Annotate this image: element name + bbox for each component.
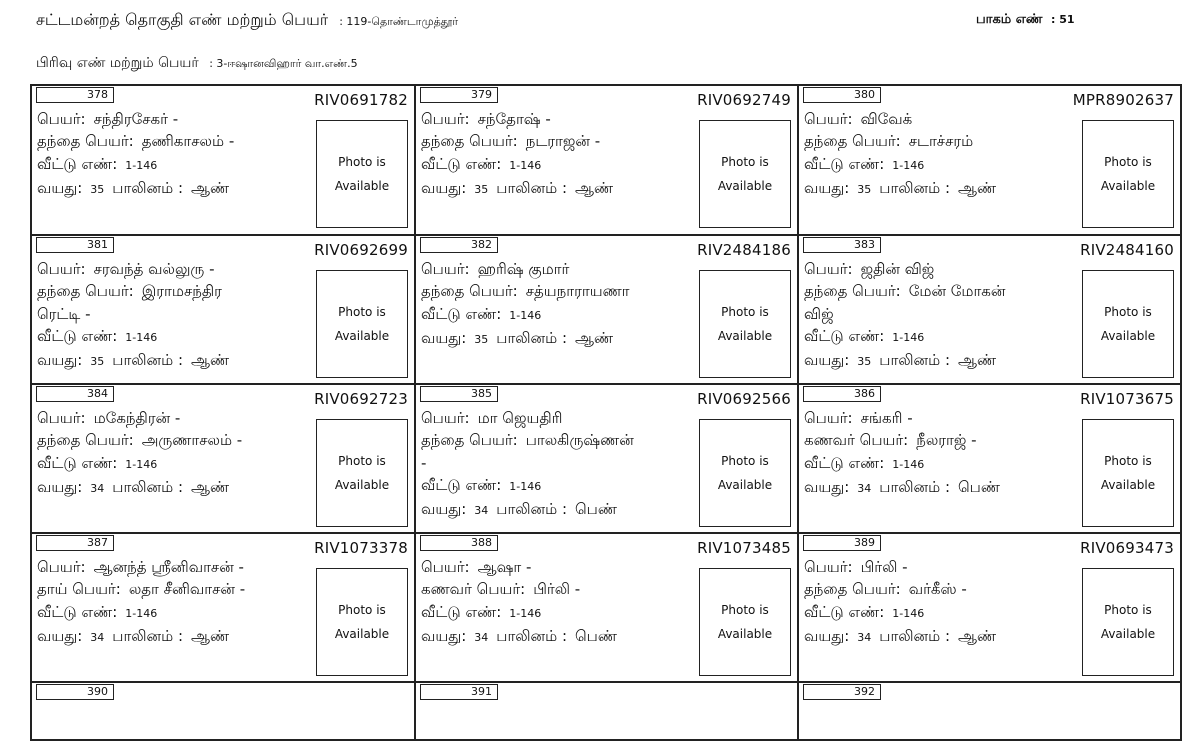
relation-label: தந்தை பெயர்:: [804, 282, 901, 301]
serial-number: 388: [420, 535, 498, 551]
gender-label: பாலினம் :: [879, 178, 950, 197]
house-label: வீட்டு எண்:: [421, 602, 502, 621]
gender-label: பாலினம் :: [112, 626, 183, 645]
photo-text-line2: Available: [334, 329, 390, 343]
voter-card: [414, 383, 799, 534]
name-label: பெயர்:: [37, 110, 86, 128]
house-label: வீட்டு எண்:: [421, 154, 502, 173]
age-value: 34: [857, 630, 872, 644]
detail-line: [421, 452, 691, 474]
gender-value: ஆண்: [191, 351, 230, 370]
voter-card: [797, 84, 1182, 236]
house-label: வீட்டு எண்:: [37, 326, 118, 345]
detail-line: [804, 578, 1074, 600]
serial-number: 383: [803, 237, 881, 253]
section-value: : 3-ஈஷானவிஹார் வா.எண்.5: [209, 57, 358, 70]
relation-label: தந்தை பெயர்:: [804, 132, 901, 151]
relation-label: கணவர் பெயர்:: [421, 580, 526, 599]
house-label: வீட்டு எண்:: [804, 602, 885, 621]
house-number: 1-146: [125, 158, 158, 172]
age-label: வயது:: [804, 477, 850, 496]
detail-line: [37, 601, 307, 625]
gender-value: ஆண்: [958, 351, 997, 370]
epic-number: RIV0692723: [314, 390, 408, 408]
gender-label: பாலினம் :: [496, 328, 567, 347]
age-value: 34: [90, 481, 105, 495]
house-label: வீட்டு எண்:: [37, 453, 118, 472]
detail-line: [421, 578, 691, 600]
photo-text-line1: Photo is: [721, 155, 769, 169]
name-label: பெயர்:: [421, 409, 470, 427]
detail-line: [37, 429, 307, 451]
photo-text-line1: Photo is: [338, 155, 386, 169]
detail-line: [421, 429, 691, 451]
relation-name: மேன் மோகன்: [908, 282, 1006, 301]
photo-text-line2: Available: [334, 627, 390, 641]
house-label: வீட்டு எண்:: [804, 453, 885, 472]
age-value: 34: [857, 481, 872, 495]
serial-number: 390: [36, 684, 114, 700]
gender-value: ஆண்: [958, 626, 997, 645]
voter-name: ஜதின் விஜ்: [860, 260, 935, 278]
photo-placeholder: [316, 120, 408, 228]
name-label: பெயர்:: [421, 260, 470, 278]
voter-card: [797, 234, 1182, 385]
relation-label: தாய் பெயர்:: [37, 580, 121, 599]
detail-line: [421, 556, 691, 578]
relation-name: அருணாசலம் -: [141, 431, 243, 450]
name-label: பெயர்:: [37, 558, 86, 576]
house-number: 1-146: [892, 457, 925, 471]
relation-label: தந்தை பெயர்:: [37, 431, 134, 450]
detail-line: [804, 280, 1074, 302]
detail-line: [804, 108, 1074, 130]
detail-line: [37, 325, 307, 349]
detail-line: [421, 407, 691, 429]
photo-text-line2: Available: [334, 478, 390, 492]
voter-card: [414, 234, 799, 385]
house-label: வீட்டு எண்:: [804, 154, 885, 173]
gender-value: பெண்: [575, 500, 617, 519]
detail-line: [804, 349, 1074, 373]
photo-text-line1: Photo is: [721, 305, 769, 319]
house-label: வீட்டு எண்:: [421, 304, 502, 323]
detail-line: [804, 407, 1074, 429]
section-label: பிரிவு எண் மற்றும் பெயர்: [36, 55, 199, 71]
voter-name: ஆனந்த் ஸ்ரீனிவாசன் -: [93, 558, 244, 576]
detail-line: [421, 303, 691, 327]
photo-text-line1: Photo is: [338, 454, 386, 468]
age-label: வயது:: [421, 178, 467, 197]
detail-line: [37, 280, 307, 302]
epic-number: RIV0692699: [314, 241, 408, 259]
house-number: 1-146: [125, 457, 158, 471]
serial-number: 385: [420, 386, 498, 402]
relation-label: தந்தை பெயர்:: [804, 580, 901, 599]
voter-card: [797, 681, 1182, 741]
name-label: பெயர்:: [804, 558, 853, 576]
gender-value: ஆண்: [191, 178, 230, 197]
house-label: வீட்டு எண்:: [421, 475, 502, 494]
relation-name-cont: -: [421, 453, 427, 472]
relation-name: சத்யநாராயணா: [525, 282, 630, 301]
detail-line: [37, 407, 307, 429]
voter-card: [414, 681, 799, 741]
voter-details: [804, 108, 1074, 201]
photo-text-line1: Photo is: [1104, 603, 1152, 617]
relation-label: தந்தை பெயர்:: [37, 132, 134, 151]
detail-line: [804, 303, 1074, 325]
detail-line: [421, 474, 691, 498]
voter-details: [37, 108, 307, 201]
photo-text-line1: Photo is: [1104, 305, 1152, 319]
detail-line: [37, 476, 307, 500]
gender-value: ஆண்: [191, 626, 230, 645]
relation-name: லதா சீனிவாசன் -: [128, 580, 246, 599]
gender-label: பாலினம் :: [496, 626, 567, 645]
gender-value: ஆண்: [191, 477, 230, 496]
epic-number: RIV1073675: [1080, 390, 1174, 408]
house-number: 1-146: [892, 606, 925, 620]
voter-details: [37, 258, 307, 373]
relation-label: தந்தை பெயர்:: [37, 282, 134, 301]
detail-line: [421, 601, 691, 625]
age-value: 35: [474, 182, 489, 196]
age-label: வயது:: [37, 477, 83, 496]
detail-line: [37, 578, 307, 600]
serial-number: 387: [36, 535, 114, 551]
relation-name: தணிகாசலம் -: [141, 132, 235, 151]
detail-line: [37, 130, 307, 152]
photo-placeholder: [1082, 568, 1174, 676]
age-value: 35: [90, 182, 105, 196]
age-label: வயது:: [804, 351, 850, 370]
relation-label: கணவர் பெயர்:: [804, 431, 909, 450]
name-label: பெயர்:: [804, 409, 853, 427]
relation-name: நீலராஜ் -: [916, 431, 977, 450]
house-label: வீட்டு எண்:: [37, 154, 118, 173]
detail-line: [804, 258, 1074, 280]
serial-number: 379: [420, 87, 498, 103]
voter-name: சங்கரி -: [860, 409, 913, 427]
photo-placeholder: [699, 568, 791, 676]
gender-value: பெண்: [958, 477, 1000, 496]
detail-line: [421, 280, 691, 302]
photo-text-line2: Available: [1100, 329, 1156, 343]
detail-line: [804, 325, 1074, 349]
voter-card: [30, 681, 416, 741]
name-label: பெயர்:: [421, 558, 470, 576]
serial-number: 386: [803, 386, 881, 402]
epic-number: RIV0692749: [697, 91, 791, 109]
epic-number: RIV0693473: [1080, 539, 1174, 557]
gender-label: பாலினம் :: [496, 178, 567, 197]
detail-line: [37, 556, 307, 578]
age-value: 35: [857, 355, 872, 369]
relation-name: வர்கீஸ் -: [908, 580, 967, 599]
photo-text-line2: Available: [1100, 179, 1156, 193]
photo-text-line2: Available: [334, 179, 390, 193]
relation-label: தந்தை பெயர்:: [421, 282, 518, 301]
photo-text-line2: Available: [717, 627, 773, 641]
section-header: [36, 55, 358, 73]
gender-value: ஆண்: [575, 328, 614, 347]
photo-text-line2: Available: [1100, 478, 1156, 492]
epic-number: RIV0692566: [697, 390, 791, 408]
part-number: [976, 12, 1075, 28]
detail-line: [421, 130, 691, 152]
house-number: 1-146: [509, 158, 542, 172]
age-label: வயது:: [37, 351, 83, 370]
epic-number: RIV1073378: [314, 539, 408, 557]
photo-placeholder: [316, 419, 408, 527]
voter-name: ஹரிஷ் குமார்: [477, 260, 570, 278]
age-label: வயது:: [421, 328, 467, 347]
constituency-header: [36, 10, 458, 31]
age-label: வயது:: [804, 626, 850, 645]
photo-placeholder: [699, 270, 791, 378]
photo-placeholder: [1082, 120, 1174, 228]
house-number: 1-146: [125, 606, 158, 620]
gender-value: ஆண்: [958, 178, 997, 197]
age-label: வயது:: [421, 500, 467, 519]
serial-number: 381: [36, 237, 114, 253]
house-number: 1-146: [509, 606, 542, 620]
name-label: பெயர்:: [37, 409, 86, 427]
age-value: 34: [474, 504, 489, 518]
epic-number: MPR8902637: [1072, 91, 1174, 109]
name-label: பெயர்:: [804, 260, 853, 278]
serial-number: 391: [420, 684, 498, 700]
gender-label: பாலினம் :: [496, 500, 567, 519]
photo-text-line1: Photo is: [721, 603, 769, 617]
constituency-label: சட்டமன்றத் தொகுதி எண் மற்றும் பெயர்: [36, 10, 329, 29]
detail-line: [804, 429, 1074, 451]
epic-number: RIV2484186: [697, 241, 791, 259]
serial-number: 378: [36, 87, 114, 103]
relation-name: இராமசந்திர: [141, 282, 222, 301]
photo-text-line1: Photo is: [721, 454, 769, 468]
age-label: வயது:: [37, 626, 83, 645]
detail-line: [421, 177, 691, 201]
name-label: பெயர்:: [37, 260, 86, 278]
detail-line: [804, 153, 1074, 177]
voter-details: [804, 556, 1074, 649]
house-label: வீட்டு எண்:: [804, 326, 885, 345]
voter-card: [414, 532, 799, 683]
voter-name: சந்திரசேகர் -: [93, 110, 179, 128]
photo-text-line2: Available: [717, 329, 773, 343]
relation-name: நடராஜன் -: [525, 132, 601, 151]
detail-line: [37, 108, 307, 130]
voter-card: [30, 532, 416, 683]
detail-line: [804, 130, 1074, 152]
detail-line: [804, 177, 1074, 201]
house-number: 1-146: [125, 330, 158, 344]
serial-number: 384: [36, 386, 114, 402]
age-label: வயது:: [804, 178, 850, 197]
part-label: பாகம் எண்: [976, 12, 1043, 27]
detail-line: [804, 452, 1074, 476]
voter-name: பிர்லி -: [860, 558, 908, 576]
detail-line: [37, 153, 307, 177]
relation-name: பாலகிருஷ்ணன்: [525, 431, 634, 450]
gender-label: பாலினம் :: [879, 626, 950, 645]
detail-line: [804, 625, 1074, 649]
voter-details: [37, 407, 307, 500]
gender-label: பாலினம் :: [112, 477, 183, 496]
photo-text-line1: Photo is: [1104, 155, 1152, 169]
detail-line: [804, 556, 1074, 578]
voter-card: [30, 234, 416, 385]
detail-line: [421, 108, 691, 130]
house-number: 1-146: [509, 308, 542, 322]
constituency-value: : 119-தொண்டாமுத்தூர்: [339, 15, 459, 28]
photo-text-line1: Photo is: [1104, 454, 1152, 468]
part-value: : 51: [1051, 13, 1075, 26]
voter-details: [421, 108, 691, 201]
detail-line: [37, 452, 307, 476]
relation-name: பிர்லி -: [533, 580, 581, 599]
gender-label: பாலினம் :: [112, 178, 183, 197]
photo-placeholder: [316, 568, 408, 676]
age-value: 35: [90, 355, 105, 369]
serial-number: 392: [803, 684, 881, 700]
name-label: பெயர்:: [804, 110, 853, 128]
photo-placeholder: [1082, 419, 1174, 527]
serial-number: 389: [803, 535, 881, 551]
detail-line: [421, 327, 691, 351]
serial-number: 380: [803, 87, 881, 103]
house-number: 1-146: [892, 330, 925, 344]
epic-number: RIV0691782: [314, 91, 408, 109]
photo-text-line2: Available: [717, 478, 773, 492]
voter-name: மா ஜெயதிரி: [477, 409, 563, 427]
gender-value: ஆண்: [575, 178, 614, 197]
detail-line: [421, 258, 691, 280]
age-label: வயது:: [421, 626, 467, 645]
voter-details: [421, 258, 691, 351]
voter-name: ஆஷா -: [477, 558, 532, 576]
voter-card: [797, 383, 1182, 534]
voter-details: [421, 556, 691, 649]
detail-line: [37, 349, 307, 373]
gender-label: பாலினம் :: [112, 351, 183, 370]
photo-placeholder: [699, 419, 791, 527]
voter-card: [414, 84, 799, 236]
voter-card: [30, 84, 416, 236]
detail-line: [804, 601, 1074, 625]
age-value: 35: [857, 182, 872, 196]
detail-line: [421, 153, 691, 177]
epic-number: RIV1073485: [697, 539, 791, 557]
name-label: பெயர்:: [421, 110, 470, 128]
photo-placeholder: [316, 270, 408, 378]
voter-details: [804, 258, 1074, 373]
voter-name: சந்தோஷ் -: [477, 110, 551, 128]
detail-line: [37, 625, 307, 649]
voter-name: விவேக்: [860, 110, 913, 128]
voter-details: [804, 407, 1074, 500]
house-label: வீட்டு எண்:: [37, 602, 118, 621]
photo-text-line1: Photo is: [338, 305, 386, 319]
detail-line: [37, 177, 307, 201]
gender-value: பெண்: [575, 626, 617, 645]
relation-name-cont: விஜ்: [804, 304, 834, 323]
detail-line: [37, 258, 307, 280]
voter-name: மகேந்திரன் -: [93, 409, 181, 427]
detail-line: [421, 625, 691, 649]
relation-label: தந்தை பெயர்:: [421, 132, 518, 151]
voter-card: [30, 383, 416, 534]
photo-text-line1: Photo is: [338, 603, 386, 617]
photo-text-line2: Available: [1100, 627, 1156, 641]
gender-label: பாலினம் :: [879, 477, 950, 496]
voter-details: [37, 556, 307, 649]
age-value: 35: [474, 332, 489, 346]
detail-line: [37, 303, 307, 325]
relation-label: தந்தை பெயர்:: [421, 431, 518, 450]
photo-text-line2: Available: [717, 179, 773, 193]
relation-name-cont: ரெட்டி -: [37, 304, 91, 323]
age-value: 34: [90, 630, 105, 644]
gender-label: பாலினம் :: [879, 351, 950, 370]
age-value: 34: [474, 630, 489, 644]
house-number: 1-146: [509, 479, 542, 493]
voter-details: [421, 407, 691, 522]
relation-name: சடாச்சரம்: [908, 132, 974, 151]
voter-card: [797, 532, 1182, 683]
serial-number: 382: [420, 237, 498, 253]
photo-placeholder: [1082, 270, 1174, 378]
house-number: 1-146: [892, 158, 925, 172]
epic-number: RIV2484160: [1080, 241, 1174, 259]
photo-placeholder: [699, 120, 791, 228]
age-label: வயது:: [37, 178, 83, 197]
detail-line: [804, 476, 1074, 500]
voter-name: சரவந்த் வல்லுரு -: [93, 260, 215, 278]
detail-line: [421, 498, 691, 522]
